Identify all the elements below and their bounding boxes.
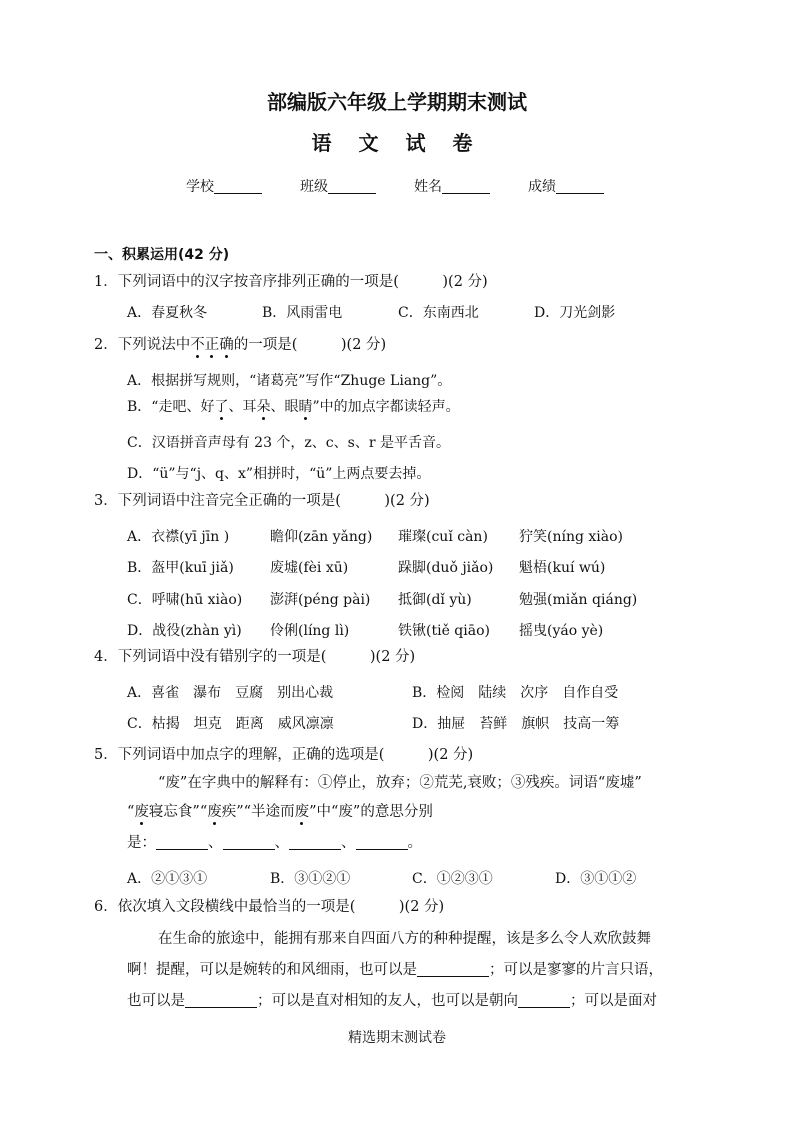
q3-row-d-3: 铁锹(tiě qiāo): [398, 623, 490, 639]
q5-option-a: A．②①③①: [127, 871, 208, 887]
q6-paragraph-line-3: 也可以是 ；可以是直对相知的友人，也可以是朝向 ；可以是面对: [127, 993, 657, 1009]
q2-option-b: B．“走吧、好了、耳朵、眼睛”中的加点字都读轻声。: [127, 399, 460, 415]
q4-option-c: C．枯揭 坦克 距离 威风凛凛: [127, 716, 334, 732]
q3-row-a-3: 璀璨(cuǐ càn): [398, 529, 488, 545]
q5-stem: 5．下列词语中加点字的理解，正确的选项是( )(2 分): [94, 747, 474, 763]
info-name: 姓名: [414, 176, 490, 196]
q3-row-c-3: 抵御(dǐ yù): [398, 592, 472, 608]
q5-blank-4[interactable]: [356, 835, 408, 850]
q3-row-d-1: D．战役(zhàn yì): [127, 623, 242, 639]
q5-blank-3[interactable]: [289, 835, 341, 850]
q3-stem: 3．下列词语中注音完全正确的一项是( )(2 分): [94, 493, 430, 509]
info-score: 成绩: [528, 176, 604, 196]
q3-row-a-1: A．衣襟(yī jīn ): [127, 529, 230, 545]
q3-row-a-4: 狞笑(níng xiào): [519, 529, 623, 545]
q3-row-c-4: 勉强(miǎn qiáng): [519, 592, 638, 608]
q3-row-c-2: 澎湃(péng pài): [270, 592, 371, 608]
q4-stem: 4．下列词语中没有错别字的一项是( )(2 分): [94, 649, 416, 665]
q3-row-b-2: 废墟(fèi xū): [270, 560, 349, 576]
q5-blank-2[interactable]: [223, 835, 275, 850]
q6-blank-2[interactable]: [185, 993, 257, 1008]
q1-option-b: B．风雨雷电: [262, 305, 343, 321]
q4-option-a: A．喜雀 瀑布 豆腐 别出心裁: [127, 685, 334, 701]
info-school: 学校: [186, 176, 262, 196]
exam-subtitle: 语 文 试 卷: [311, 131, 483, 155]
q2-option-a: A．根据拼写规则，“诸葛亮”写作“Zhuge Liang”。: [127, 373, 452, 389]
q2-option-d: D．“ü”与“j、q、x”相拼时，“ü”上两点要去掉。: [127, 466, 431, 482]
q6-paragraph-line-2: 啊！提醒，可以是婉转的和风细雨，也可以是 ；可以是寥寥的片言只语，: [127, 962, 663, 978]
name-blank[interactable]: [442, 179, 490, 194]
q1-option-d: D．刀光剑影: [534, 305, 616, 321]
q4-option-b: B．检阅 陆续 次序 自作自受: [412, 685, 619, 701]
q2-option-c: C．汉语拼音声母有 23 个，z、c、s、r 是平舌音。: [127, 435, 450, 451]
q2-stem: 2．下列说法中不正确的一项是( )(2 分): [94, 337, 387, 353]
q5-option-d: D．③①①②: [555, 871, 637, 887]
q5-option-c: C．①②③①: [412, 871, 493, 887]
q1-option-a: A．春夏秋冬: [127, 305, 208, 321]
q6-stem: 6．依次填入文段横线中最恰当的一项是( )(2 分): [94, 899, 445, 915]
school-blank[interactable]: [214, 179, 262, 194]
info-class: 班级: [300, 176, 376, 196]
section-title: 一、积累运用(42 分): [94, 247, 230, 263]
exam-title: 部编版六年级上学期期末测试: [267, 90, 527, 114]
q3-row-b-4: 魁梧(kuí wú): [519, 560, 606, 576]
q1-option-c: C．东南西北: [398, 305, 479, 321]
q5-paragraph-line-2: “废寝忘食”“废疾”“半途而废”中“废”的意思分别: [127, 804, 433, 820]
q3-row-b-3: 跺脚(duǒ jiǎo): [398, 560, 494, 576]
q5-paragraph-line-1: “废”在字典中的解释有：①停止，放弃；②荒芜,衰败；③残疾。词语“废墟”: [158, 775, 642, 791]
q3-row-c-1: C．呼啸(hū xiào): [127, 592, 243, 608]
q5-blank-1[interactable]: [156, 835, 208, 850]
q5-answer-line: 是： 、 、 、 。: [127, 835, 422, 851]
q3-row-a-2: 瞻仰(zān yǎng): [270, 529, 373, 545]
score-blank[interactable]: [556, 179, 604, 194]
q3-row-b-1: B．盔甲(kuī jiǎ): [127, 560, 234, 576]
class-blank[interactable]: [328, 179, 376, 194]
q4-option-d: D．抽屉 苔鲜 旗帜 技高一筹: [412, 716, 620, 732]
page-footer: 精选期末测试卷: [348, 1030, 446, 1046]
q6-blank-3[interactable]: [518, 993, 570, 1008]
q6-blank-1[interactable]: [417, 962, 489, 977]
q5-option-b: B．③①②①: [270, 871, 351, 887]
q1-stem: 1．下列词语中的汉字按音序排列正确的一项是( )(2 分): [94, 274, 488, 290]
q3-row-d-2: 伶俐(líng lì): [270, 623, 350, 639]
q3-row-d-4: 摇曳(yáo yè): [519, 623, 604, 639]
q6-paragraph-line-1: 在生命的旅途中，能拥有那来自四面八方的种种提醒，该是多么令人欢欣鼓舞: [158, 931, 651, 947]
